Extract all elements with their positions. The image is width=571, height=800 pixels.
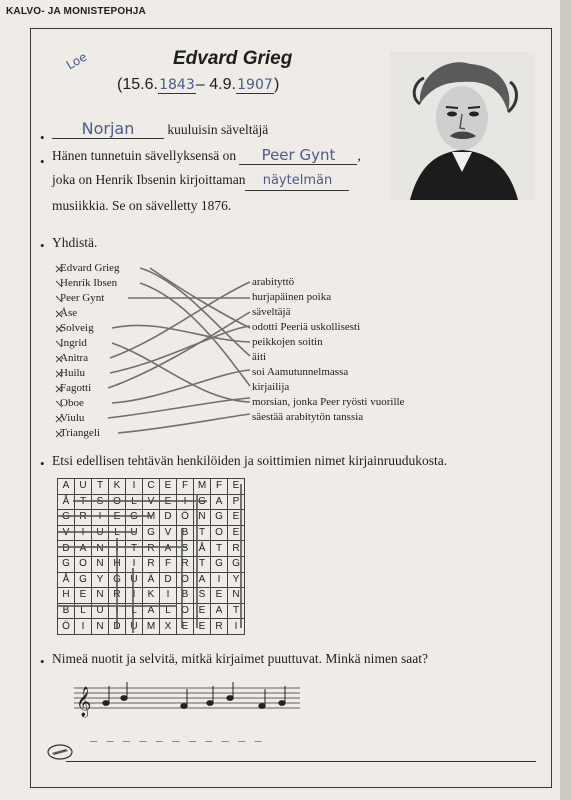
wordsearch-cell[interactable]: G [58,510,75,526]
wordsearch-cell[interactable]: Y [228,572,245,588]
wordsearch-cell[interactable]: R [228,541,245,557]
wordsearch-cell[interactable]: I [160,588,177,604]
famous-work-sentence: Hänen tunnetuin sävellyksensä on Peer Gynt , joka on Henrik Ibsenin kirjoittamannäytelmän musiikkia. Se on sävelletty 1876. [52,146,361,213]
wordsearch-cell[interactable]: N [228,588,245,604]
wordsearch-cell[interactable]: T [228,603,245,619]
svg-text:𝄞: 𝄞 [76,687,92,717]
famous-work-answer[interactable]: Peer Gynt [239,146,357,165]
match-left-item[interactable]: Triangeli [60,427,100,439]
wordsearch-cell[interactable]: R [177,556,194,572]
wordsearch-cell[interactable]: K [143,588,160,604]
wordsearch-cell[interactable]: M [143,619,160,635]
match-left-item[interactable]: Oboe [60,397,84,409]
wordsearch-cell[interactable]: G [75,572,92,588]
match-left-item[interactable]: Anitra [60,352,89,364]
wordsearch-cell[interactable]: U [92,603,109,619]
match-left-item[interactable]: Henrik Ibsen [60,277,118,289]
wordsearch-cell[interactable]: Ä [143,572,160,588]
wordsearch-cell[interactable]: Y [92,572,109,588]
wordsearch-cell[interactable]: S [177,541,194,557]
notes-instruction: Nimeä nuotit ja selvitä, mitkä kirjaimet puuttuvat. Minkä nimen saat? [52,651,429,666]
famous-work-text: Hänen tunnetuin sävellyksensä on [52,148,240,163]
wordsearch-cell[interactable]: I [126,588,143,604]
bullet: • [40,654,45,669]
wordsearch-cell[interactable]: I [126,479,143,495]
match-left-item[interactable]: Solveig [60,322,94,334]
wordsearch-cell[interactable]: V [143,494,160,510]
wordsearch-cell[interactable]: Ö [177,510,194,526]
wordsearch-cell[interactable]: M [143,510,160,526]
wordsearch-cell[interactable]: O [109,494,126,510]
wordsearch-cell[interactable]: I [109,603,126,619]
wordsearch-cell[interactable]: K [109,479,126,495]
wordsearch-cell[interactable]: Ö [58,619,75,635]
wordsearch-cell[interactable]: I [228,619,245,635]
wordsearch-cell[interactable]: S [194,588,211,604]
match-right-item[interactable]: arabityttö [252,276,295,288]
wordsearch-cell[interactable]: N [92,556,109,572]
wordsearch-cell[interactable]: T [194,525,211,541]
wordsearch-cell[interactable]: C [143,479,160,495]
wordsearch-cell[interactable]: E [160,494,177,510]
wordsearch-cell[interactable]: O [75,556,92,572]
match-right-item[interactable]: odotti Peeriä uskollisesti [252,321,361,333]
wordsearch-cell[interactable]: I [109,541,126,557]
dates-close: ) [273,76,280,93]
ibsen-text: joka on Henrik Ibsenin kirjoittaman [52,172,246,187]
wordsearch-cell[interactable]: M [194,479,211,495]
wordsearch-cell[interactable]: L [160,603,177,619]
wordsearch-cell[interactable]: T [75,494,92,510]
match-right-item[interactable]: peikkojen soitin [252,336,323,348]
wordsearch-cell[interactable]: R [143,556,160,572]
wordsearch-cell[interactable]: E [228,510,245,526]
wordsearch-cell[interactable]: R [75,510,92,526]
match-right-item[interactable]: säestää arabitytön tanssia [252,411,364,423]
wordsearch-cell[interactable]: A [143,603,160,619]
wordsearch-cell[interactable]: F [160,556,177,572]
wordsearch-cell[interactable]: S [92,494,109,510]
wordsearch-cell[interactable]: I [211,572,228,588]
wordsearch-cell[interactable]: E [177,619,194,635]
match-left-item[interactable]: Edvard Grieg [60,262,120,274]
wordsearch-cell[interactable]: U [126,572,143,588]
bullet: • [40,130,45,145]
composer-title: Edvard Grieg [173,48,293,69]
wordsearch-cell[interactable]: N [92,541,109,557]
wordsearch-instruction: Etsi edellisen tehtävän henkilöiden ja soittimien nimet kirjainruudukosta. [52,453,448,468]
wordsearch-cell[interactable]: V [160,525,177,541]
wordsearch-cell[interactable]: A [211,603,228,619]
wordsearch-cell[interactable]: D [58,541,75,557]
wordsearch-cell[interactable]: B [177,525,194,541]
wordsearch-cell[interactable]: T [194,556,211,572]
wordsearch-cell[interactable]: R [143,541,160,557]
wordsearch-cell[interactable]: T [211,541,228,557]
wordsearch-cell[interactable]: A [211,494,228,510]
wordsearch-cell[interactable]: Å [58,572,75,588]
wordsearch-cell[interactable]: G [228,556,245,572]
wordsearch-cell[interactable]: E [194,603,211,619]
match-left-item[interactable]: Ingrid [60,337,87,349]
wordsearch-cell[interactable]: E [194,619,211,635]
wordsearch-cell[interactable]: L [126,494,143,510]
wordsearch-cell[interactable]: E [75,588,92,604]
match-left-item[interactable]: Fagotti [60,382,92,394]
wordsearch-cell[interactable]: N [92,588,109,604]
wordsearch-cell[interactable]: G [126,510,143,526]
wordsearch-cell[interactable]: G [211,556,228,572]
wordsearch-cell[interactable]: B [177,588,194,604]
wordsearch-cell[interactable]: L [75,603,92,619]
wordsearch-cell[interactable]: Å [194,541,211,557]
music-staff [74,680,304,720]
match-right-item[interactable]: säveltäjä [252,306,291,318]
wordsearch-cell[interactable]: U [126,525,143,541]
match-left-item[interactable]: Huilu [60,367,86,379]
composed-year-text: musiikkia. Se on sävelletty 1876. [52,198,232,213]
work-type-answer[interactable]: näytelmän [245,172,349,191]
wordsearch-cell[interactable]: V [58,525,75,541]
country-answer[interactable]: Norjan [52,120,164,139]
handwritten-scribble: Loe [63,49,90,73]
wordsearch-cell[interactable]: G [143,525,160,541]
wordsearch-cell[interactable]: O [177,572,194,588]
wordsearch-cell[interactable]: R [109,588,126,604]
match-instruction: Yhdistä. [52,235,98,250]
wordsearch-cell[interactable]: L [126,603,143,619]
match-left-item[interactable]: Viulu [60,412,85,424]
wordsearch-cell[interactable]: G [211,510,228,526]
death-date-prefix: – 4.9. [195,76,236,93]
wordsearch-cell[interactable]: A [160,541,177,557]
final-answer-line[interactable] [66,760,536,762]
wordsearch-cell[interactable]: O [177,603,194,619]
wordsearch-cell[interactable]: B [58,603,75,619]
wordsearch-cell[interactable]: T [92,479,109,495]
match-left-item[interactable]: Åse [60,307,78,319]
country-question-text: kuuluisin säveltäjä [167,122,269,137]
birth-date-prefix: (15.6. [117,76,158,93]
bullet: • [40,238,45,253]
wordsearch-cell[interactable]: Å [58,494,75,510]
bullet: • [40,456,45,471]
pencil-icon [46,742,74,762]
wordsearch-cell[interactable]: A [75,541,92,557]
wordsearch-cell[interactable]: U [92,525,109,541]
birth-year-answer[interactable]: 1843 [159,77,195,93]
wordsearch-cell[interactable]: E [160,479,177,495]
page-header: KALVO- JA MONISTEPOHJA [6,6,146,17]
wordsearch-cell[interactable]: D [109,619,126,635]
wordsearch-cell[interactable]: F [177,479,194,495]
wordsearch-cell[interactable]: X [160,619,177,635]
wordsearch-cell[interactable]: E [228,525,245,541]
wordsearch-cell[interactable]: D [160,510,177,526]
answer-blanks[interactable]: _ _ _ _ _ _ _ _ _ _ _ [90,728,263,742]
wordsearch-cell[interactable]: T [126,541,143,557]
wordsearch-cell[interactable]: A [58,479,75,495]
wordsearch-cell[interactable]: I [177,494,194,510]
wordsearch-cell[interactable]: O [211,525,228,541]
death-year-answer[interactable]: 1907 [237,77,273,93]
wordsearch-cell[interactable]: I [92,510,109,526]
wordsearch-cell[interactable]: A [194,572,211,588]
wordsearch-cell[interactable]: N [194,510,211,526]
match-right-item[interactable]: soi Aamutunnelmassa [252,366,349,378]
bullet: • [40,154,45,169]
wordsearch-cell[interactable]: F [211,479,228,495]
wordsearch-cell[interactable]: I [126,556,143,572]
match-right-item[interactable]: kirjailija [252,381,290,393]
wordsearch-cell[interactable]: I [75,619,92,635]
match-right-item[interactable]: morsian, jonka Peer ryösti vuorille [252,396,405,408]
wordsearch-cell[interactable]: R [211,619,228,635]
wordsearch-cell[interactable]: U [126,619,143,635]
wordsearch-cell[interactable]: E [228,479,245,495]
wordsearch-cell[interactable]: I [75,525,92,541]
wordsearch-cell[interactable]: P [228,494,245,510]
wordsearch-cell[interactable]: G [109,572,126,588]
match-left-item[interactable]: Peer Gynt [60,292,105,304]
wordsearch-cell[interactable]: D [160,572,177,588]
wordsearch-cell[interactable]: N [92,619,109,635]
match-right-item[interactable]: hurjapäinen poika [252,291,332,303]
wordsearch-marks [57,478,249,638]
wordsearch-cell[interactable]: E [211,588,228,604]
wordsearch-cell[interactable]: H [109,556,126,572]
wordsearch-cell[interactable]: U [75,479,92,495]
wordsearch-cell[interactable]: G [58,556,75,572]
wordsearch-cell[interactable]: L [109,525,126,541]
match-right-item[interactable]: äiti [252,351,267,363]
wordsearch-cell[interactable]: G [194,494,211,510]
wordsearch-cell[interactable]: H [58,588,75,604]
wordsearch-cell[interactable]: E [109,510,126,526]
